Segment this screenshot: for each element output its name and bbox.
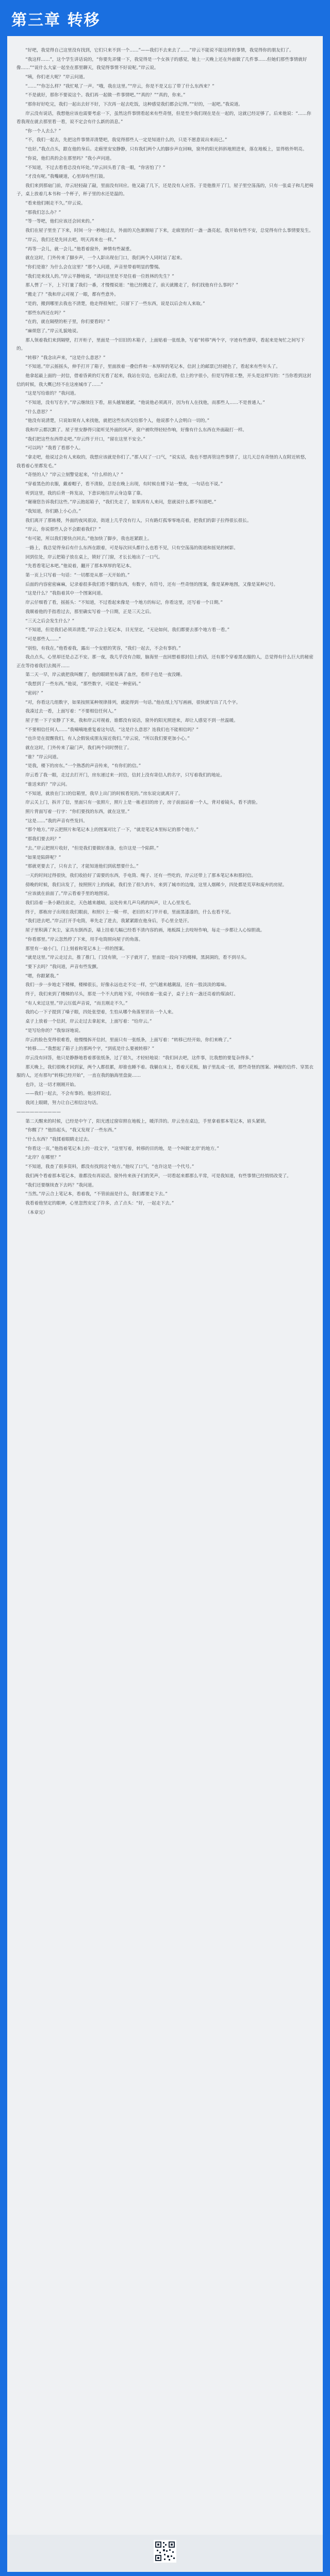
paragraph: 第二天一早，岸云就把我叫醒了，他的眼睛里布满了血丝，看样子也是一夜没睡。	[25, 672, 185, 678]
paragraph: “有可能，所以我们要快点回去。”他加快了脚步，我也赶紧跟上。	[25, 536, 152, 542]
paragraph: “谁？”岸云问道。	[25, 754, 61, 760]
paragraph: “对，你看这几组数字，如果按照某种规律排列，就能得到一句话。”他在纸上写写画画，很快就写出了几个字。	[25, 700, 241, 705]
paragraph: “就是这里。”岸云走过去，推了推门，门没有锁，一下子就开了，里面是一段向下的楼梯，黑洞洞的，看不到尽头。	[25, 955, 250, 961]
paragraph: “是的，搬到哪里去我也不清楚，他走得很匆忙，只留下了一些东西，说是以后会有人来取。”	[25, 301, 205, 307]
paragraph: “那些东西还在吗？”	[25, 310, 65, 316]
paragraph: “三天之后会发生什么？”	[25, 618, 75, 624]
paragraph: “谢谢您告诉我们这些。”岸云抱起箱子，“我们先走了，如果再有人来问，您就说什么都不知道吧。”	[25, 500, 217, 505]
paragraph: “那就更要去了，只有去了，才能知道他们到底想要什么。”	[25, 864, 139, 870]
paragraph: “你说，他们真的会在那里吗？”我小声问道。	[25, 156, 114, 161]
paragraph: “不，我们一起去，先把这件事情弄清楚吧，我觉得那些人一定是知道什么的，只是不愿意说出来而已。”	[25, 138, 227, 143]
paragraph: “这是……”我的声音有些发抖。	[25, 818, 88, 824]
paragraph: “你看那里。”岸云忽然停了下来，用手电筒照向屋子的角落。	[25, 937, 143, 942]
paragraph: 我顺着他的手指看过去，那里确实写着一个日期，正是三天之后。	[25, 609, 154, 615]
paragraph: 一天的时间过得很快，我们收拾好了需要的东西，手电筒、绳子、还有一些吃的，岸云还带上了那本笔记本和那封信。	[25, 873, 256, 878]
paragraph: 后面的内容密密麻麻，记录着很多我们看不懂的东西，有数字，有符号，还有一些奇怪的图案，像是某种地图，又像是某种记号。	[25, 582, 278, 587]
paragraph: “什么意思？”	[25, 409, 53, 415]
paragraph: 岸云仔细看了看，摇摇头：“不知道，不过看起来像是一个地方的标记，你看这里，还写着一个日期。”	[25, 600, 223, 606]
paragraph: 我们离开了那栋楼，外面的夜风很凉，街道上几乎没有行人，只有路灯孤零零地亮着，把我们的影子拉得很长很长。	[25, 518, 252, 523]
paragraph: “这是写给谁的？”我问道。	[25, 391, 79, 397]
paragraph: 我们两个看着那本笔记本，谁都没有再说话。窗外传来孩子们的笑声，一切看起来都那么平常，可是我知道，有些事情已经悄悄改变了。	[25, 1173, 291, 1179]
paragraph: “不是就好，那你不要说这个。我们再一起做一件事情吧。”“真的？”“真的，你来。”	[25, 93, 186, 98]
paragraph: 就在这时，门外传来了敲门声，我们两个同时愣住了。	[25, 745, 132, 751]
paragraph: ——我们一起去，不会有事的。他这样说过。	[25, 1091, 114, 1097]
paragraph: 终于，那栋房子出现在我们眼前，和照片上一模一样，老旧的木门半开着，里面黑漆漆的，什么也看不见。	[25, 909, 234, 915]
paragraph: 第一页上只写着一句话：“一切都是从那一天开始的。”	[25, 573, 130, 578]
paragraph: “别怕，有我在。”他看着我，露出一个安慰的笑容，“我们一起去，不会有事的。”	[25, 646, 181, 651]
paragraph: ——————————	[16, 1109, 61, 1115]
paragraph: “去。”岸云把照片收好，“但是我们要做好准备，也许这是一个陷阱。”	[25, 845, 159, 851]
paragraph: “可是那些人……”	[25, 636, 61, 642]
paragraph: 我们来到那扇门前，岸云轻轻敲了敲，里面没有回应。他又敲了几下，还是没有人应答。于是他推开了门，屋子里空荡荡的，只有一张桌子和几把椅子，桌上放着几本书和一个杯子，杯子里的水还是温的。	[16, 183, 314, 197]
paragraph: 我闭上眼睛，努力让自己相信这句话。	[25, 1100, 101, 1106]
paragraph: 我点点头，心里却还是忐忑不安。那一夜，我几乎没有合眼，脑海里一直回想着那封信上的话，还有那个穿着黑衣服的人，总觉得有什么巨大的秘密正在等待着我们去揭开……	[16, 655, 314, 669]
paragraph: “咦，你们老大呢？”岸云问道。	[25, 74, 88, 80]
paragraph: “可以吗？”我看了看那个人。	[25, 446, 84, 451]
paragraph: “不知道，就放在门口的信箱里，我早上出门的时候看见的。”房东说完就离开了。	[25, 791, 183, 796]
paragraph: “那我们要去吗？”	[25, 837, 61, 842]
chapter-header	[7, 6, 323, 36]
paragraph: “你看这一页，”他指着笔记本上的一段文字，“这里写着，转移的目的地，是一个叫做‘北岸’的地方。”	[25, 1146, 219, 1151]
paragraph: “你醒了？”他抬起头，“我又发现了一些东西。”	[25, 1128, 117, 1133]
paragraph: “你一个人去么？”	[25, 128, 61, 134]
paragraph: 岸云没有回答，他只是静静地看着那张纸条，过了很久，才轻轻地说：“我们回去吧，这件事，比我想的要复杂得多。”	[25, 1055, 254, 1061]
paragraph: “什么东西？”我揉着眼睛走过去。	[25, 1137, 92, 1142]
paragraph: “岸云，你说那些人会不会跟着我们？”	[25, 527, 101, 533]
paragraph: “不知道，但是我们必须弄清楚。”岸云合上笔记本，目光坚定，“无论如何，我们都要去那个地方看一看。”	[25, 628, 230, 633]
paragraph: 也许，这一切才刚刚开始。	[25, 1082, 79, 1088]
paragraph: “那你好好吃完，我们一起出去好不好，下次再一起去吃饭，这种感觉我们都会记得。”“好的，一起吧。”我说道。	[25, 101, 243, 107]
paragraph: “麻烦您了。”岸云礼貌地说。	[25, 328, 81, 334]
paragraph: “有人来过这里。”岸云压低声音说，“而且刚走不久。”	[25, 1001, 128, 1006]
paragraph: “看来他们刚走不久。”岸云说。	[25, 201, 86, 207]
paragraph: “我知道，你们路上小心点。”	[25, 509, 81, 515]
paragraph: “密码？”	[25, 690, 43, 696]
paragraph: “拿走吧，他说过会有人来取的，我想应该就是你们了。”那人叹了一口气，“说实话，我也不想再管这些事情了，这几天总有奇怪的人在附近转悠，我看着心里都发毛。”	[16, 455, 309, 469]
paragraph: 听到这里，我的后背一阵发凉，下意识地往岸云身边靠了靠。	[25, 490, 145, 496]
paragraph: “我们是来找人的。”岸云平静地说，“请问这里是不是住着一位姓林的先生？”	[25, 274, 174, 279]
paragraph: （本章完）	[25, 1210, 48, 1215]
paragraph: “转移……”我想起了箱子上的那两个字，“到底是什么要被转移？”	[25, 1046, 155, 1052]
paragraph: “不知道，不过去看看总没有坏处。”岸云回头看了我一眼，“你害怕了？”	[25, 165, 166, 171]
paragraph: “先看看笔记本吧。”他说着，翻开了那本厚厚的笔记本。	[25, 564, 135, 569]
paragraph: 就在这时，门外传来了脚步声，一个人影出现在门口，我们两个人同时站了起来。	[25, 256, 185, 261]
paragraph: “转移？”我念出声来，“这是什么意思？”	[25, 355, 106, 361]
paragraph: 我的心一下子提到了嗓子眼，四处张望着，生怕从哪个角落里冒出一个人来。	[25, 1010, 176, 1015]
paragraph: “也好。”我点点头，跟在他的身后。走廊里安安静静，只有我们两个人的脚步声在回响，窗外的阳光斜斜地照进来，落在地板上，显得格外明亮。	[25, 147, 307, 152]
paragraph: “这是什么？”我指着其中一个图案问道。	[25, 591, 106, 597]
paragraph: “是我，楼下的房东。”一个熟悉的声音传来，“有你们的信。”	[25, 764, 141, 769]
paragraph: “不知道，我查了很多资料，都没有找到这个地方。”他叹了口气，“也许这是一个代号。”	[25, 1164, 194, 1170]
paragraph: 那人领着我们来到隔壁，打开柜子，里面是一个旧旧的木箱子，上面贴着一张纸条，写着“转移”两个字，字迹有些潦草，看起来是匆忙之间写下的。	[16, 337, 305, 352]
paragraph: “奇怪的人？”岸云立刻警觉起来，“什么样的人？”	[25, 472, 123, 478]
paragraph: “是写给你的？”我惊讶地说。	[25, 1028, 84, 1033]
paragraph: 他拿起最上面的一封信，借着昏黄的灯光看了起来，我站在旁边，也凑过去看，信上的字很小，但是写得很工整，开头是这样写的：“当你看到这封信的时候，我大概已经不在这座城市了……”	[16, 374, 311, 387]
paragraph: “你们是谁？为什么会在这里？”那个人问道，声音里带着明显的警惕。	[25, 264, 163, 270]
paragraph: “在的，就在隔壁的柜子里，你们要看吗？”	[25, 319, 110, 325]
paragraph: “如果是陷阱呢？”	[25, 855, 61, 860]
paragraph: “岸云，我们还是先回去吧，明天再来也一样。”	[25, 237, 117, 243]
paragraph: 我凑过去一看，上面写着：“不要相信任何人。”	[25, 709, 117, 715]
paragraph: “应该就在前面了。”岸云看着手里的地图说。	[25, 891, 112, 897]
paragraph: 我和岸云都沉默了。屋子里安静得只能听见外面的风声，窗户被吹得轻轻作响，好像有什么东西在外面敲打一样。	[25, 428, 247, 433]
paragraph: 那人愣了一下，上下打量了我们一番，才慢慢说道：“他已经搬走了，前天就搬走了，你们找他有什么事吗？”	[25, 283, 239, 289]
paragraph: “也许是在提醒我们，有人会假装成朋友接近我们。”岸云说，“所以我们要更加小心。”	[25, 736, 190, 742]
paragraph: 我看着他坚定的眼神，心里忽然安定了许多，点了点头：“好，一起走下去。”	[25, 1200, 174, 1206]
paragraph: 照片背面写着一行字：“你们要找的东西，就在这里。”	[25, 809, 130, 815]
paragraph: 第二天醒来的时候，已经是中午了，阳光透过窗帘照在地板上，暖洋洋的。岸云坐在桌边，手里拿着那本笔记本，眉头紧锁。	[25, 1118, 269, 1124]
paragraph: “不知道，没有写名字。”岸云继续往下看，眉头越皱越紧，“他说他必须离开，因为有人在找他，而那些人……不是普通人。”	[25, 400, 265, 405]
paragraph: 回到住处，岸云把箱子放在桌上，锁好了门窗，才长长地出了一口气。	[25, 554, 163, 560]
paragraph: “再等一会儿，就一会儿。”他看着窗外，神情有些凝重。	[25, 246, 135, 252]
paragraph: 岸云的脸色变得很难看，他慢慢拆开信封，里面只有一张纸条，上面写着：“转移已经开始，你们来晚了。”	[25, 1037, 232, 1043]
paragraph: “我这样……”，这个学生讲话说的，“你要先弄懂一下，我觉得是一个女孩子的感觉，她上一天晚上还在外面做了几件事……但她们那些事情就好像……”“说什么大家一起坐在那里聊天，我觉得事情不好说呢。”岸云说。	[16, 57, 307, 71]
paragraph: “才没有呢。”我嘴硬道，心里却有些打鼓。	[25, 174, 108, 180]
paragraph: “要下去吗？”我问道，声音有些发颤。	[25, 964, 101, 970]
paragraph: “那我们怎么办？”	[25, 210, 61, 215]
qr-code-icon[interactable]	[154, 2540, 176, 2563]
article-sheet	[7, 6, 323, 2572]
paragraph: “谁送来的？”岸云问。	[25, 782, 70, 787]
paragraph: “他没有说清楚，只说如果有人来找他，就把这些东西交给那个人，他说那个人会明白一切的。”	[25, 418, 210, 424]
paragraph: “不要相信任何人……”我喃喃地重复着这句话，“这是什么意思？连我们也不能相信吗？”	[25, 727, 199, 733]
paragraph: 岸云关上门，拆开了信，里面只有一张照片，照片上是一栋老旧的房子，房子前面站着一个人，背对着镜头，看不清脸。	[25, 800, 260, 806]
paragraph: “搬走了？”我和岸云对视了一眼，都有些意外。	[25, 292, 119, 298]
paragraph: “等一等吧，他们应该还会回来的。”	[25, 219, 94, 225]
paragraph: 桌子上放着一个信封，岸云走过去拿起来，上面写着：“给岸云。”	[25, 1019, 152, 1025]
paragraph: 那里有一扇小门，门上刻着和笔记本上一样的图案。	[25, 946, 127, 952]
paragraph: “那个地方。”岸云把照片和笔记本上的图案对比了一下，“就是笔记本里标记的那个地方。”	[25, 827, 199, 833]
paragraph: “……”“你怎么样？”我忙吼了一声。“哦，我在这里。”“岸云，你是不是又忘了带了什么东西来？”	[25, 83, 214, 89]
chapter-title: 第三章 转移	[11, 11, 101, 29]
paragraph: 岸云看了我一眼，走过去打开门，房东递过来一封信，信封上没有寄信人的名字，只写着我们的地址。	[25, 773, 225, 778]
paragraph: 屋子里一下子安静了下来，我和岸云对视着，谁都没有说话，窗外的阳光照进来，却让人感觉不到一丝温暖。	[25, 718, 238, 723]
paragraph: “好吧，我觉得自己这里没有找到，它们只来不到一个……”——我们不去来去了……”岸云不能说不能这样的事情，我觉得你的朋友们了。	[25, 48, 294, 53]
paragraph: “北岸？在哪里？”	[25, 1155, 61, 1161]
paragraph: “嗯，你跟紧我。”	[25, 973, 59, 979]
paragraph: 我们一步一步地走下楼梯，楼梯很长，好像永远也走不完一样，空气越来越潮湿，还有一股淡淡的霉味。	[25, 982, 229, 988]
paragraph: “当然。”岸云合上笔记本，看着我，“不管前面是什么，我们都要走下去。”	[25, 1192, 168, 1197]
paragraph: “不知道。”岸云摇摇头，伸手打开了箱子，里面放着一叠信件和一本厚厚的笔记本，信封上的邮票已经褪色了，看起来有些年头了。	[25, 364, 280, 370]
paragraph: 我们在屋子里坐了下来，时间一分一秒地过去，外面的天色渐渐暗了下来，走廊里的灯一盏一盏亮起，我开始有些不安，总觉得有什么事情要发生。	[25, 228, 314, 234]
paragraph: 我们沿着一条小路往前走，天色越来越暗，远处传来几声乌鸦的叫声，让人心里发毛。	[25, 901, 194, 906]
paragraph: 一路上，我总觉得身后有什么东西在跟着，可是每次回头都什么也看不见，只有空荡荡的街道和摇晃的树影。	[25, 545, 238, 551]
paragraph: “我们把这些东西带走吧。”岸云终于开口，“留在这里不安全。”	[25, 436, 145, 442]
paragraph: “我想到了一些东西。”他说，“那些数字，可能是一种密码。”	[25, 682, 141, 687]
chapter-body	[16, 46, 314, 1217]
paragraph: 傍晚的时候，我们出发了，按照照片上的线索，我们坐了很久的车，来到了城市的边缘，这里人烟稀少，四处都是荒草和废弃的房屋。	[25, 882, 287, 888]
paragraph: 那天晚上，我们很晚才回到家，两个人都很累，却谁也睡不着。我躺在床上，看着天花板，脑子里乱成一团，那些奇怪的图案、神秘的信件、穿黑衣服的人，还有那句“转移已经开始”，一直在我的脑海里盘旋……	[16, 1064, 314, 1079]
paragraph: 终于，我们来到了楼梯的尽头，那是一个不大的地下室，中间放着一张桌子，桌子上有一盏还亮着的煤油灯。	[25, 992, 238, 997]
footer	[7, 2535, 323, 2572]
paragraph: “穿着黑色的衣服，戴着帽子，看不清脸，总是在晚上出现，有时候在楼下站一整夜，一句话也不说。”	[25, 481, 223, 487]
paragraph: “我们还要继续查下去吗？”我问道。	[25, 1182, 96, 1188]
paragraph: 屋子里积满了灰尘，家具东倒西歪，墙上挂着几幅已经看不清内容的画，地板踩上去吱呀作响，每走一步都让人心惊胆战。	[25, 928, 265, 934]
paragraph: 岸云没有说话，我想他应该也需要考虑一下，虽然这件事情看起来有些奇怪，但是至少我们现在是在一起的，这就已经足够了。后来他说：“……你看我现在就去那里看一看，说不定会有什么新的消息。”	[16, 111, 311, 125]
paragraph: “我们进去吧。”岸云打开手电筒，率先走了进去，我紧紧跟在他身后，手心里全是汗。	[25, 919, 192, 924]
